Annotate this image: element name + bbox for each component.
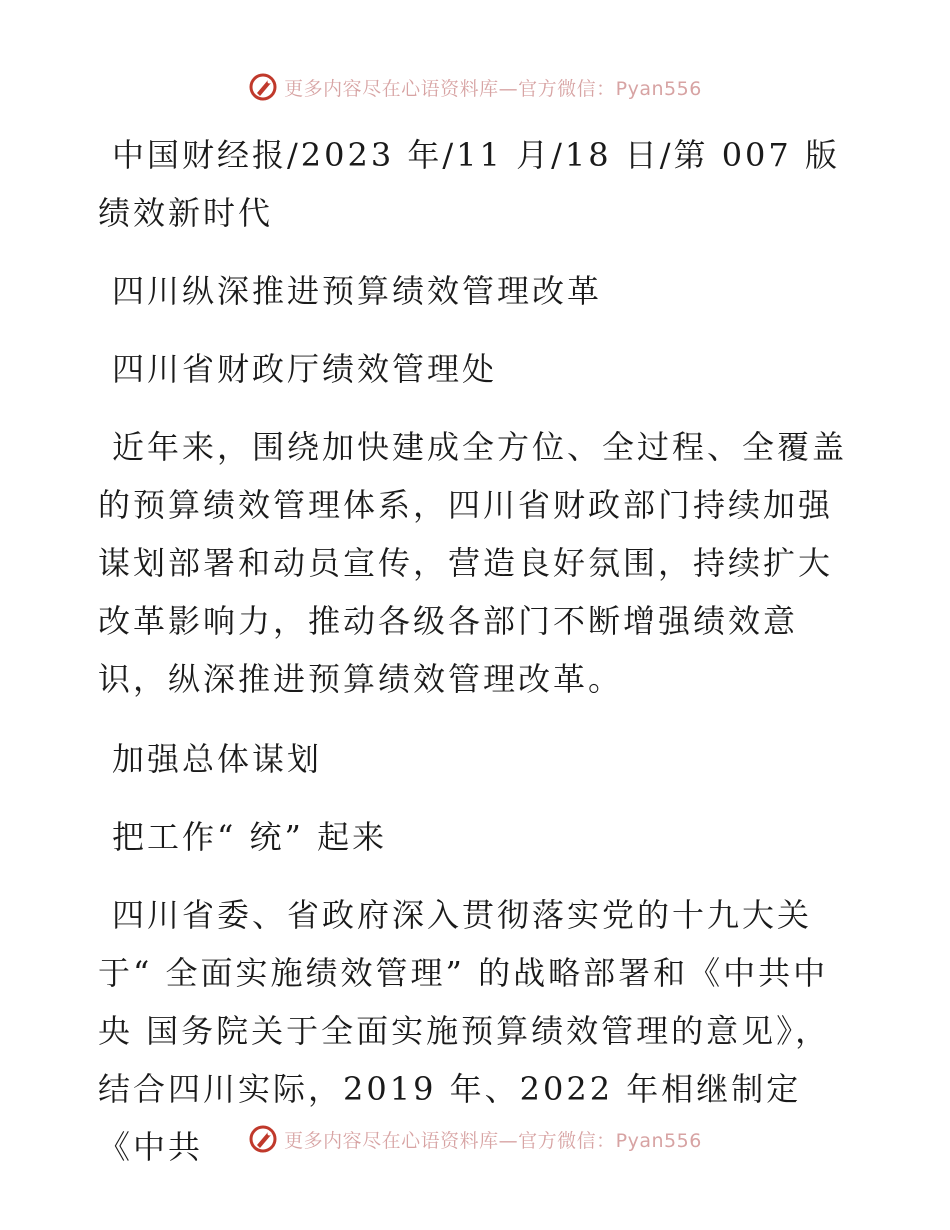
pen-logo-icon [248, 1124, 278, 1154]
section-paragraph: 四川省委、省政府深入贯彻落实党的十九大关于“ 全面实施绩效管理” 的战略部署和《中共中央 国务院关于全面实施预算绩效管理的意见》，结合四川实际，2019 年、2022 年相继制定《中共 [98, 896, 831, 1166]
pen-logo-icon [248, 72, 278, 102]
article-author: 四川省财政厅绩效管理处 [112, 350, 498, 388]
watermark-text: 更多内容尽在心语资料库—官方微信：Pyan556 [284, 77, 702, 100]
section-heading: 加强总体谋划 [112, 740, 323, 778]
watermark-bottom [0, 1124, 950, 1154]
watermark-text: 更多内容尽在心语资料库—官方微信：Pyan556 [284, 1129, 702, 1152]
section-subheading: 把工作“ 统” 起来 [112, 818, 388, 856]
article-title: 四川纵深推进预算绩效管理改革 [112, 272, 603, 310]
document-body [98, 126, 858, 1198]
watermark-top [0, 72, 950, 102]
header-line: 中国财经报/2023 年/11 月/18 日/第 007 版绩效新时代 [98, 136, 840, 232]
intro-paragraph: 近年来，围绕加快建成全方位、全过程、全覆盖的预算绩效管理体系，四川省财政部门持续加强谋划部署和动员宣传，营造良好氛围，持续扩大改革影响力，推动各级各部门不断增强绩效意识，纵深推进预算绩效管理改革。 [98, 428, 848, 698]
